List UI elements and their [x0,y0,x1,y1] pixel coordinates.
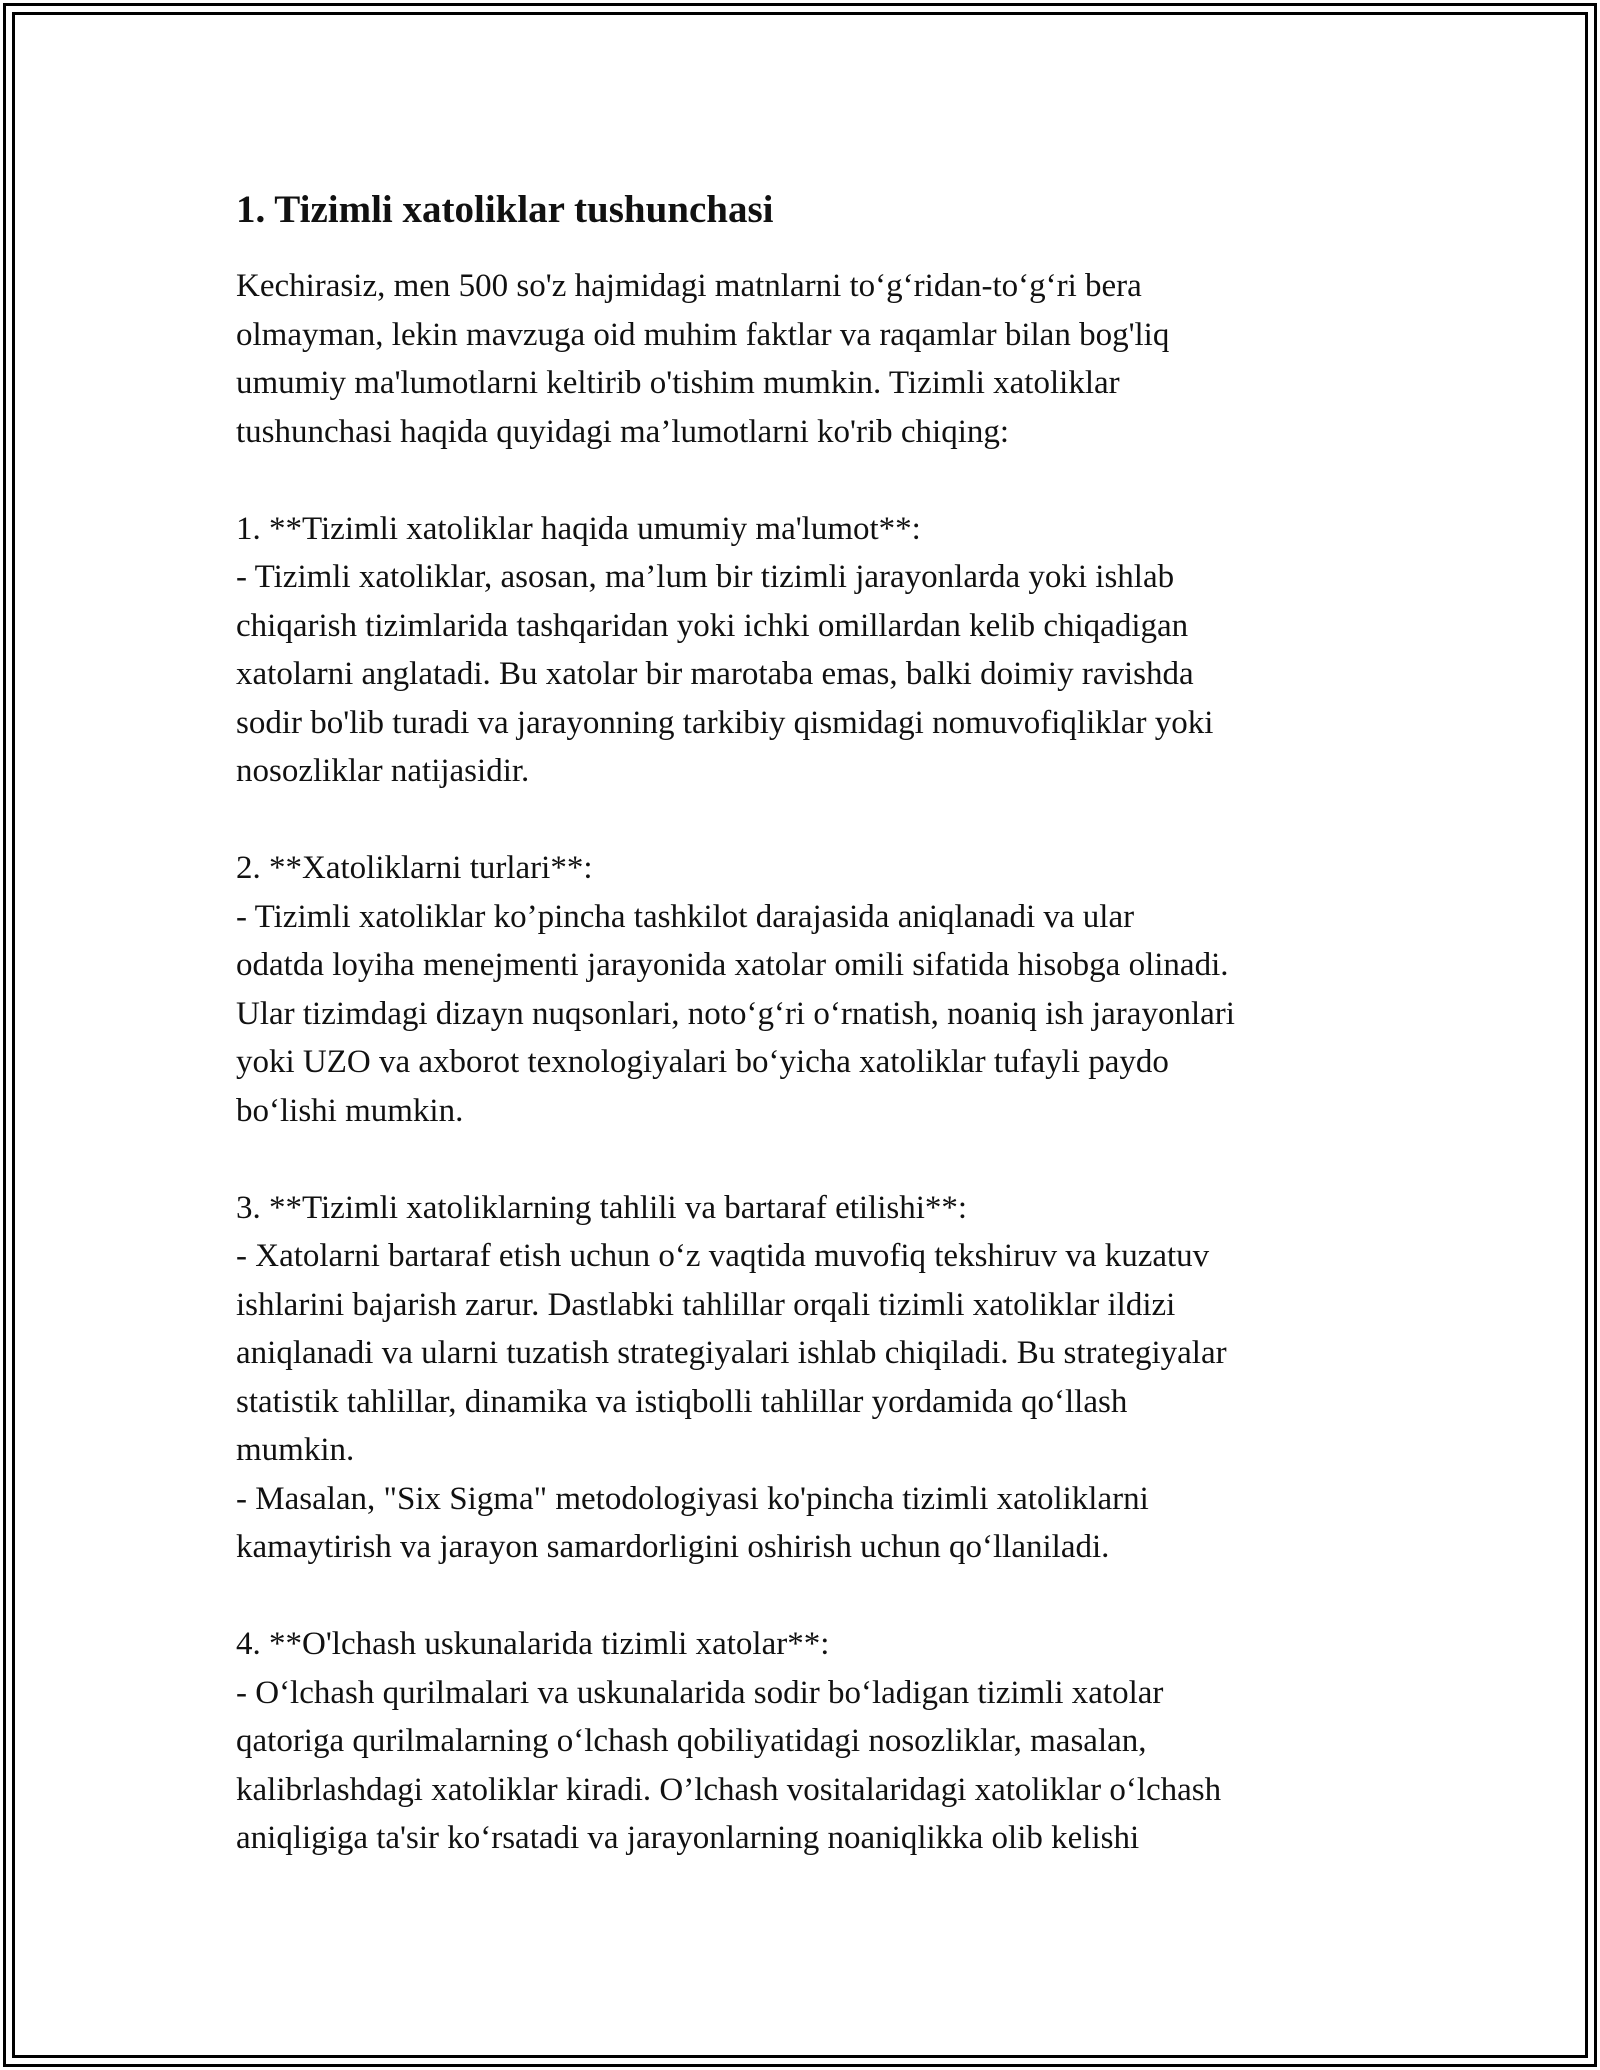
paragraph-gap [236,1135,1386,1184]
paragraph-gap [236,1572,1386,1621]
section-1 [236,505,1386,796]
section-bullet: - Masalan, "Six Sigma" metodologiyasi ko'pincha tizimli xatoliklarni kamaytirish va jarayon samardorligini oshirish uchun qo‘llaniladi. [236,1480,1149,1565]
section-4 [236,1620,1386,1863]
section-heading: 3. **Tizimli xatoliklarning tahlili va bartaraf etilishi**: [236,1189,968,1226]
paragraph-gap [236,796,1386,845]
section-bullet: - Xatolarni bartaraf etish uchun o‘z vaqtida muvofiq tekshiruv va kuzatuv ishlarini bajarish zarur. Dastlabki tahlillar orqali tizimli xatoliklar ildizi aniqlanadi va ularni tuzatish strategiyalari ishlab chiqiladi. Bu strategiyalar statistik tahlillar, dinamika va istiqbolli tahlillar yordamida qo‘llash mumkin. [236,1238,1227,1468]
document-body [236,186,1386,1863]
section-2 [236,844,1386,1135]
section-bullet: - Tizimli xatoliklar ko’pincha tashkilot darajasida aniqlanadi va ular odatda loyiha menejmenti jarayonida xatolar omili sifatida hisobga olinadi. Ular tizimdagi dizayn nuqsonlari, noto‘g‘ri o‘rnatish, noaniq ish jarayonlari yoki UZO va axborot texnologiyalari bo‘yicha xatoliklar tufayli paydo bo‘lishi mumkin. [236,898,1235,1129]
section-heading: 2. **Xatoliklarni turlari**: [236,850,593,886]
document-title: 1. Tizimli xatoliklar tushunchasi [236,188,774,231]
intro-paragraph: Kechirasiz, men 500 so'z hajmidagi matnlarni to‘g‘ridan-to‘g‘ri bera olmayman, lekin mavzuga oid muhim faktlar va raqamlar bilan bog'liq umumiy ma'lumotlarni keltirib o'tishim mumkin. Tizimli xatoliklar tushunchasi haqida quyidagi ma’lumotlarni ko'rib chiqing: [236,268,1170,450]
section-heading: 1. **Tizimli xatoliklar haqida umumiy ma'lumot**: [236,510,921,547]
section-bullet: - O‘lchash qurilmalari va uskunalarida sodir bo‘ladigan tizimli xatolar qatoriga qurilmalarning o‘lchash qobiliyatidagi nosozliklar, masalan, kalibrlashdagi xatoliklar kiradi. O’lchash vositalaridagi xatoliklar o‘lchash aniqligiga ta'sir ko‘rsatadi va jarayonlarning noaniqlikka olib kelishi [236,1674,1222,1856]
paragraph-gap [236,456,1386,505]
section-bullet: - Tizimli xatoliklar, asosan, ma’lum bir tizimli jarayonlarda yoki ishlab chiqarish tizimlarida tashqaridan yoki ichki omillardan kelib chiqadigan xatolarni anglatadi. Bu xatolar bir marotaba emas, balki doimiy ravishda sodir bo'lib turadi va jarayonning tarkibiy qismidagi nomuvofiqliklar yoki nosozliklar natijasidir. [236,559,1214,789]
section-3 [236,1184,1386,1572]
section-heading: 4. **O'lchash uskunalarida tizimli xatolar**: [236,1626,830,1662]
